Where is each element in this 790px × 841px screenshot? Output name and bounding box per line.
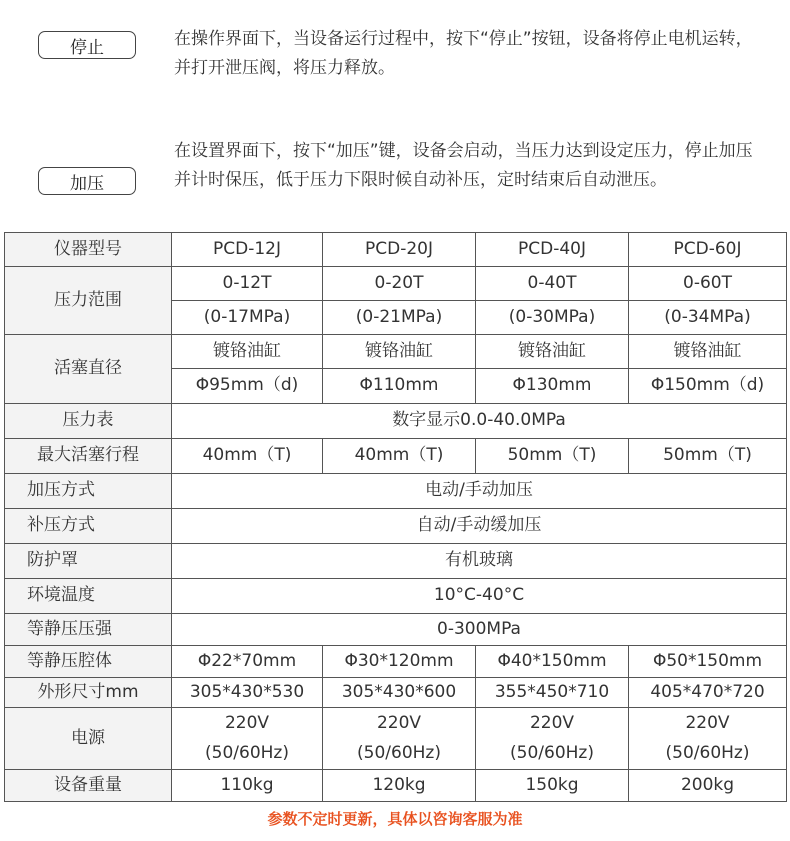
table-row — [5, 509, 787, 544]
row-label-weight: 设备重量 — [5, 770, 172, 802]
row-label-piston-diameter: 活塞直径 — [5, 335, 172, 404]
cylinder-cell: 镀铬油缸 — [629, 335, 787, 369]
model-cell: PCD-40J — [476, 233, 629, 267]
pressure-mpa-cell: (0-17MPa) — [172, 301, 323, 335]
power-freq-cell: (50/60Hz) — [172, 740, 323, 770]
power-freq-cell: (50/60Hz) — [323, 740, 476, 770]
iso-chamber-cell: Φ50*150mm — [629, 646, 787, 678]
cylinder-cell: 镀铬油缸 — [476, 335, 629, 369]
weight-cell: 110kg — [172, 770, 323, 802]
table-row — [5, 579, 787, 614]
dimensions-cell: 355*450*710 — [476, 678, 629, 708]
iso-chamber-cell: Φ30*120mm — [323, 646, 476, 678]
power-voltage-cell: 220V — [476, 708, 629, 740]
pressurize-description: 在设置界面下，按下“加压”键，设备会启动，当压力达到设定压力，停止加压并计时保压，低于压力下限时候自动补压，定时结束后自动泄压。 — [174, 141, 753, 190]
model-cell: PCD-60J — [629, 233, 787, 267]
row-label-replenish-mode: 补压方式 — [5, 509, 172, 544]
iso-chamber-cell: Φ40*150mm — [476, 646, 629, 678]
ambient-temp-value: 10°C-40°C — [172, 579, 787, 614]
row-label-iso-pressure: 等静压压强 — [5, 614, 172, 646]
row-label-pressure-range: 压力范围 — [5, 267, 172, 335]
stroke-cell: 50mm（T) — [476, 439, 629, 474]
weight-cell: 120kg — [323, 770, 476, 802]
row-label-pressurize-mode: 加压方式 — [5, 474, 172, 509]
pressure-mpa-cell: (0-21MPa) — [323, 301, 476, 335]
table-row — [5, 439, 787, 474]
table-row — [5, 614, 787, 646]
iso-pressure-value: 0-300MPa — [172, 614, 787, 646]
row-label-iso-chamber: 等静压腔体 — [5, 646, 172, 678]
stop-button[interactable]: 停止 — [38, 31, 136, 59]
table-row — [5, 708, 787, 740]
piston-size-cell: Φ150mm（d) — [629, 369, 787, 404]
power-freq-cell: (50/60Hz) — [629, 740, 787, 770]
stroke-cell: 40mm（T) — [172, 439, 323, 474]
model-cell: PCD-12J — [172, 233, 323, 267]
pressure-mpa-cell: (0-34MPa) — [629, 301, 787, 335]
row-label-shield: 防护罩 — [5, 544, 172, 579]
table-row — [5, 544, 787, 579]
table-row — [5, 335, 787, 369]
cylinder-cell: 镀铬油缸 — [172, 335, 323, 369]
iso-chamber-cell: Φ22*70mm — [172, 646, 323, 678]
cylinder-cell: 镀铬油缸 — [323, 335, 476, 369]
table-row — [5, 474, 787, 509]
row-label-dimensions: 外形尺寸mm — [5, 678, 172, 708]
replenish-mode-value: 自动/手动缓加压 — [172, 509, 787, 544]
stop-description: 在操作界面下，当设备运行过程中，按下“停止”按钮，设备将停止电机运转，并打开泄压阀，将压力释放。 — [174, 29, 753, 78]
table-row — [5, 678, 787, 708]
row-label-ambient-temp: 环境温度 — [5, 579, 172, 614]
power-voltage-cell: 220V — [323, 708, 476, 740]
piston-size-cell: Φ110mm — [323, 369, 476, 404]
pressurize-button[interactable]: 加压 — [38, 167, 136, 195]
piston-size-cell: Φ130mm — [476, 369, 629, 404]
pressure-ton-cell: 0-20T — [323, 267, 476, 301]
footer-note: 参数不定时更新，具体以咨询客服为准 — [267, 810, 523, 828]
weight-cell: 200kg — [629, 770, 787, 802]
weight-cell: 150kg — [476, 770, 629, 802]
table-row — [5, 267, 787, 301]
spec-table — [4, 232, 787, 802]
pressurize-mode-value: 电动/手动加压 — [172, 474, 787, 509]
pressure-ton-cell: 0-12T — [172, 267, 323, 301]
stroke-cell: 40mm（T) — [323, 439, 476, 474]
pressure-ton-cell: 0-40T — [476, 267, 629, 301]
dimensions-cell: 405*470*720 — [629, 678, 787, 708]
piston-size-cell: Φ95mm（d) — [172, 369, 323, 404]
power-voltage-cell: 220V — [629, 708, 787, 740]
row-label-power: 电源 — [5, 708, 172, 770]
pressure-ton-cell: 0-60T — [629, 267, 787, 301]
gauge-value: 数字显示0.0-40.0MPa — [172, 404, 787, 439]
dimensions-cell: 305*430*530 — [172, 678, 323, 708]
table-row — [5, 770, 787, 802]
table-row — [5, 646, 787, 678]
pressure-mpa-cell: (0-30MPa) — [476, 301, 629, 335]
dimensions-cell: 305*430*600 — [323, 678, 476, 708]
stroke-cell: 50mm（T) — [629, 439, 787, 474]
power-voltage-cell: 220V — [172, 708, 323, 740]
row-label-model: 仪器型号 — [5, 233, 172, 267]
model-cell: PCD-20J — [323, 233, 476, 267]
row-label-gauge: 压力表 — [5, 404, 172, 439]
table-row — [5, 233, 787, 267]
row-label-max-stroke: 最大活塞行程 — [5, 439, 172, 474]
power-freq-cell: (50/60Hz) — [476, 740, 629, 770]
table-row — [5, 404, 787, 439]
shield-value: 有机玻璃 — [172, 544, 787, 579]
